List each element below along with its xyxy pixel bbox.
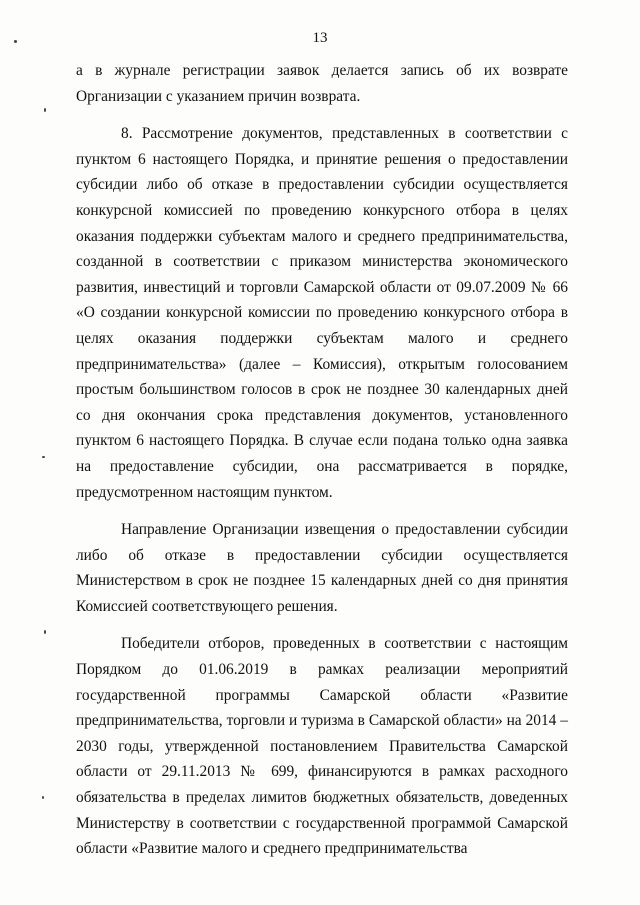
paragraph-winners-financing: Победители отборов, проведенных в соответствии с настоящим Порядком до 01.06.2019 в рамках реализации мероприятий государственной программы Самарской области «Развитие предпринимательства, торговли и туризма в Самарской области» на 2014 – 2030 годы, утвержденной постановлением Правительства Самарской области от 29.11.2013 № 699, финансируются в рамках расходного обязательства в пределах лимитов бюджетных обязательств, доведенных Министерству в соответствии с государственной программой Самарской области «Развитие малого и среднего предпринимательства [76,635,568,858]
document-body [76,58,568,862]
scan-speck [44,630,46,634]
paragraph-notification: Направление Организации извещения о предоставлении субсидии либо об отказе в предоставлении субсидии осуществляется Министерством в срок не позднее 15 календарных дней со дня принятия Комиссией соответствующего решения. [76,521,568,615]
paragraph-return-continuation: а в журнале регистрации заявок делается запись об их возврате Организации с указанием причин возврата. [76,62,568,105]
scan-speck [42,456,45,458]
scan-speck [14,40,17,43]
page-number: 13 [312,30,328,46]
scan-speck [42,796,44,799]
scan-speck [44,108,46,112]
paragraph-item-8: 8. Рассмотрение документов, представленных в соответствии с пунктом 6 настоящего Порядка, и принятие решения о предоставлении субсидии либо об отказе в предоставлении субсидии осуществляется конкурсной комиссией по проведению конкурсного отбора в целях оказания поддержки субъектам малого и среднего предпринимательства, созданной в соответствии с приказом министерства экономического развития, инвестиций и торговли Самарской области от 09.07.2009 № 66 «О создании конкурсной комиссии по проведению конкурсного отбора в целях оказания поддержки субъектам малого и среднего предпринимательства» (далее – Комиссия), открытым голосованием простым большинством голосов в срок не позднее 30 календарных дней со дня окончания срока представления документов, установленного пунктом 6 настоящего Порядка. В случае если подана только одна заявка на предоставление субсидии, она рассматривается в порядке, предусмотренном настоящим пунктом. [76,125,568,501]
